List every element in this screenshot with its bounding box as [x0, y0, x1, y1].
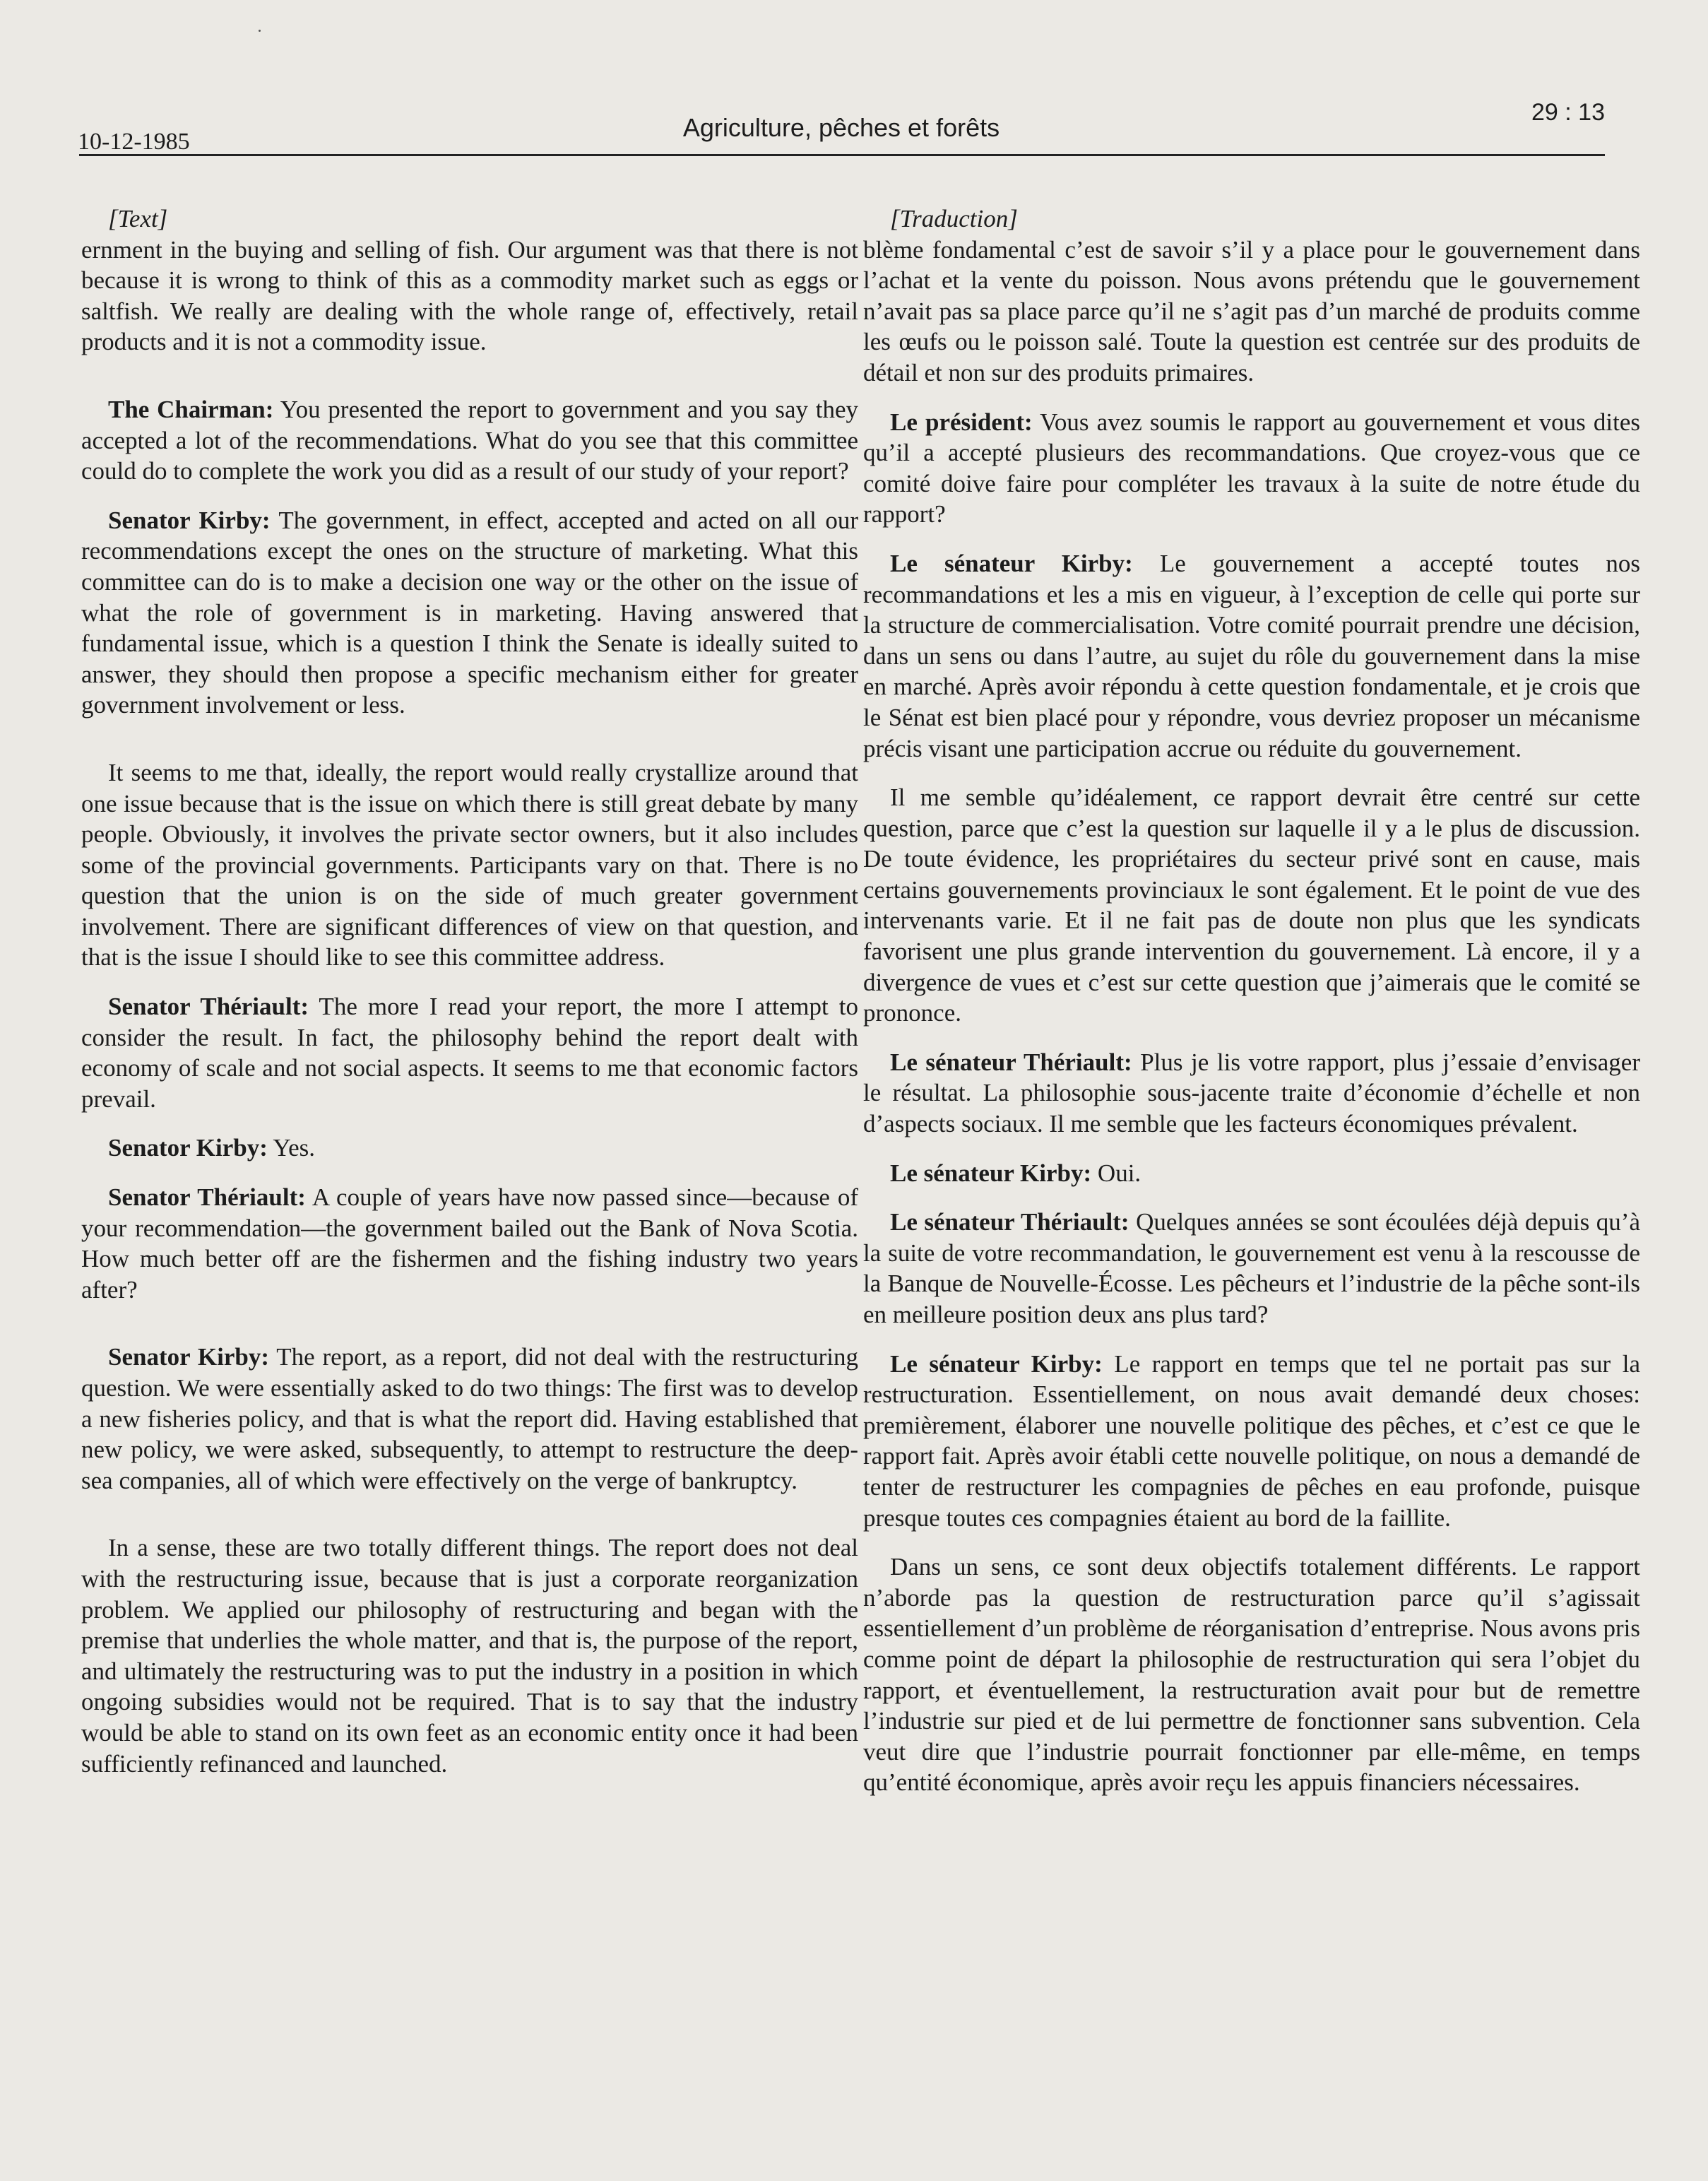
- paragraph: [81, 1182, 858, 1305]
- column-label: [Traduction]: [890, 205, 1018, 232]
- paragraph: [81, 394, 858, 487]
- speaker: Le sénateur Thériault:: [890, 1048, 1132, 1076]
- speech: Quelques années se sont écoulées déjà depuis qu’à la suite de votre recommandation, le gouvernement est venu à la rescousse de la Banque de Nouvelle-Écosse. Les pêcheurs et l’industrie de la pêche sont-ils en meilleure position deux ans plus tard?: [863, 1208, 1641, 1328]
- running-header: [78, 99, 1605, 155]
- speech: It seems to me that, ideally, the report would really crystallize around that one issue because that is the issue on which there is still great debate by many people. Obviously, it involves the private sector owners, but it also includes some of the provincial governments. Participants vary on that. There is no question that the union is on the side of much greater government involvement. There are significant differences of view on that question, and that is the issue I should like to see this committee address.: [81, 758, 858, 971]
- speech: blème fondamental c’est de savoir s’il y a place pour le gouvernement dans l’achat et la vente du poisson. Nous avons prétendu que le gouvernement n’avait pas sa place parce qu’il ne s’agit pas d’un marché de produits comme les œufs ou le poisson salé. Toute la question est centrée sur des produits de détail et non sur des produits primaires.: [863, 235, 1640, 386]
- speaker: Senator Thériault:: [108, 1183, 306, 1212]
- speech: The more I read your report, the more I attempt to consider the result. In fact, the philosophy behind the report dealt with economy of scale and not social aspects. It seems to me that economic factors prevail.: [81, 993, 858, 1113]
- speaker: Le sénateur Kirby:: [890, 1159, 1092, 1187]
- paragraph: [863, 407, 1640, 530]
- speaker: Senator Kirby:: [108, 1343, 269, 1371]
- paragraph: [81, 991, 858, 1114]
- speech: Yes.: [267, 1134, 316, 1162]
- speech: Vous avez soumis le rapport au gouvernement et vous dites qu’il a accepté plusieurs des recommandations. Que croyez-vous que ce comité doive faire pour compléter les travaux à la suite de notre étude du rapport?: [863, 408, 1640, 528]
- column-label: [Text]: [108, 205, 168, 232]
- paragraph: [863, 782, 1640, 1029]
- paragraph: [81, 1532, 858, 1779]
- speaker: Le président:: [890, 408, 1033, 436]
- speech: In a sense, these are two totally different things. The report does not deal with the restructuring issue, because that is just a corporate reorganization problem. We applied our philosophy of restructuring and began with the premise that underlies the whole matter, and that is, the purpose of the report, and ultimately the restructuring was to put the industry in a position in which ongoing subsidies would not be required. That is to say that the industry would be able to stand on its own feet as an economic entity once it had been sufficiently refinanced and launched.: [81, 1534, 858, 1778]
- french-column: [863, 203, 1640, 1816]
- speech: Plus je lis votre rapport, plus j’essaie d’envisager le résultat. La philosophie sous-jacente traite d’économie d’échelle et non d’aspects sociaux. Il me semble que les facteurs économiques prévalent.: [863, 1048, 1640, 1138]
- header-title: Agriculture, pêches et forêts: [682, 113, 1000, 142]
- speech: The report, as a report, did not deal with the restructuring question. We were essentially asked to do two things: The first was to develop a new fisheries policy, and that is what the report did. Having established that new policy, we were asked, subsequently, to attempt to restructure the deep-sea companies, all of which were effectively on the verge of bankruptcy.: [81, 1343, 858, 1494]
- header-rule: [79, 154, 1605, 156]
- paragraph: [81, 1342, 858, 1496]
- scan-speck: [259, 30, 261, 32]
- speaker: Senator Kirby:: [108, 1134, 268, 1162]
- english-column: [81, 203, 858, 1797]
- speech: Le rapport en temps que tel ne portait pas sur la restructuration. Essentiellement, on nous avait demandé deux choses: premièrement, élaborer une nouvelle politique des pêches, et c’est ce que le rapport fait. Après avoir établi cette nouvelle politique, on nous a demandé de tenter de restructurer les compagnies de pêches en eau profonde, puisque presque toutes ces compagnies étaient au bord de la faillite.: [863, 1349, 1640, 1532]
- speaker: Le sénateur Thériault:: [890, 1208, 1129, 1236]
- speech: Oui.: [1091, 1159, 1141, 1187]
- speech: A couple of years have now passed since—because of your recommendation—the government bailed out the Bank of Nova Scotia. How much better off are the fishermen and the fishing industry two years after?: [81, 1183, 858, 1304]
- paragraph: [863, 1551, 1640, 1798]
- speech: Le gouvernement a accepté toutes nos recommandations et les a mis en vigueur, à l’exception de celle qui porte sur la structure de commercialisation. Votre comité pourrait prendre une décision, dans un sens ou dans l’autre, au sujet du rôle du gouvernement dans la mise en marché. Après avoir répondu à cette question fondamentale, et je crois que le Sénat est bien placé pour y répondre, vous devriez proposer un mécanisme précis visant une participation accrue ou réduite du gouvernement.: [863, 549, 1641, 762]
- paragraph: [863, 548, 1640, 764]
- paragraph: [81, 757, 858, 973]
- paragraph: [81, 235, 858, 357]
- speaker: Le sénateur Kirby:: [890, 1349, 1103, 1378]
- speech: You presented the report to government and you say they accepted a lot of the recommendations. What do you see that this committee could do to complete the work you did as a result of our study of your report?: [81, 395, 858, 485]
- speech: Il me semble qu’idéalement, ce rapport devrait être centré sur cette question, parce que c’est la question sur laquelle il y a le plus de discussion. De toute évidence, les propriétaires du secteur privé sont en cause, mais certains gouvernements provinciaux le sont également. Et le point de vue des intervenants varie. Et il ne fait pas de doute non plus que les syndicats favorisent une plus grande intervention du gouvernement. Là encore, il y a divergence de vues et c’est sur cette question que j’aimerais que le comité se prononce.: [863, 784, 1640, 1027]
- paragraph: [863, 1158, 1640, 1189]
- paragraph: [863, 235, 1640, 389]
- header-page-number: 29 : 13: [1531, 99, 1605, 126]
- paragraph: [863, 1207, 1640, 1330]
- paragraph: [81, 1133, 858, 1164]
- speech: The government, in effect, accepted and acted on all our recommendations except the ones on the structure of marketing. What this committee can do is to make a decision one way or the other on the issue of what the role of government is in marketing. Having answered that fundamental issue, which is a question I think the Senate is ideally suited to answer, they should then propose a specific mechanism either for greater government involvement or less.: [81, 506, 858, 719]
- header-date: 10-12-1985: [78, 129, 190, 155]
- speaker: Senator Kirby:: [108, 506, 271, 534]
- speaker: Le sénateur Kirby:: [890, 549, 1133, 577]
- speaker: The Chairman:: [108, 395, 274, 423]
- speech: ernment in the buying and selling of fish. Our argument was that there is not because it is wrong to think of this as a commodity market such as eggs or saltfish. We really are dealing with the whole range of, effectively, retail products and it is not a commodity issue.: [81, 235, 858, 356]
- paragraph: [863, 1047, 1640, 1140]
- paragraph: [81, 505, 858, 721]
- speaker: Senator Thériault:: [108, 993, 309, 1021]
- speech: Dans un sens, ce sont deux objectifs totalement différents. Le rapport n’aborde pas la question de restructuration parce qu’il s’agissait essentiellement d’un problème de réorganisation d’entreprise. Nous avons pris comme point de départ la philosophie de restructuration qui sera l’objet du rapport, et éventuellement, la restructuration avait pour but de remettre l’industrie sur pied et de lui permettre de fonctionner sans subvention. Cela veut dire que l’industrie pourrait fonctionner par elle-même, en temps qu’entité économique, après avoir reçu les appuis financiers nécessaires.: [863, 1553, 1640, 1797]
- paragraph: [863, 1349, 1640, 1534]
